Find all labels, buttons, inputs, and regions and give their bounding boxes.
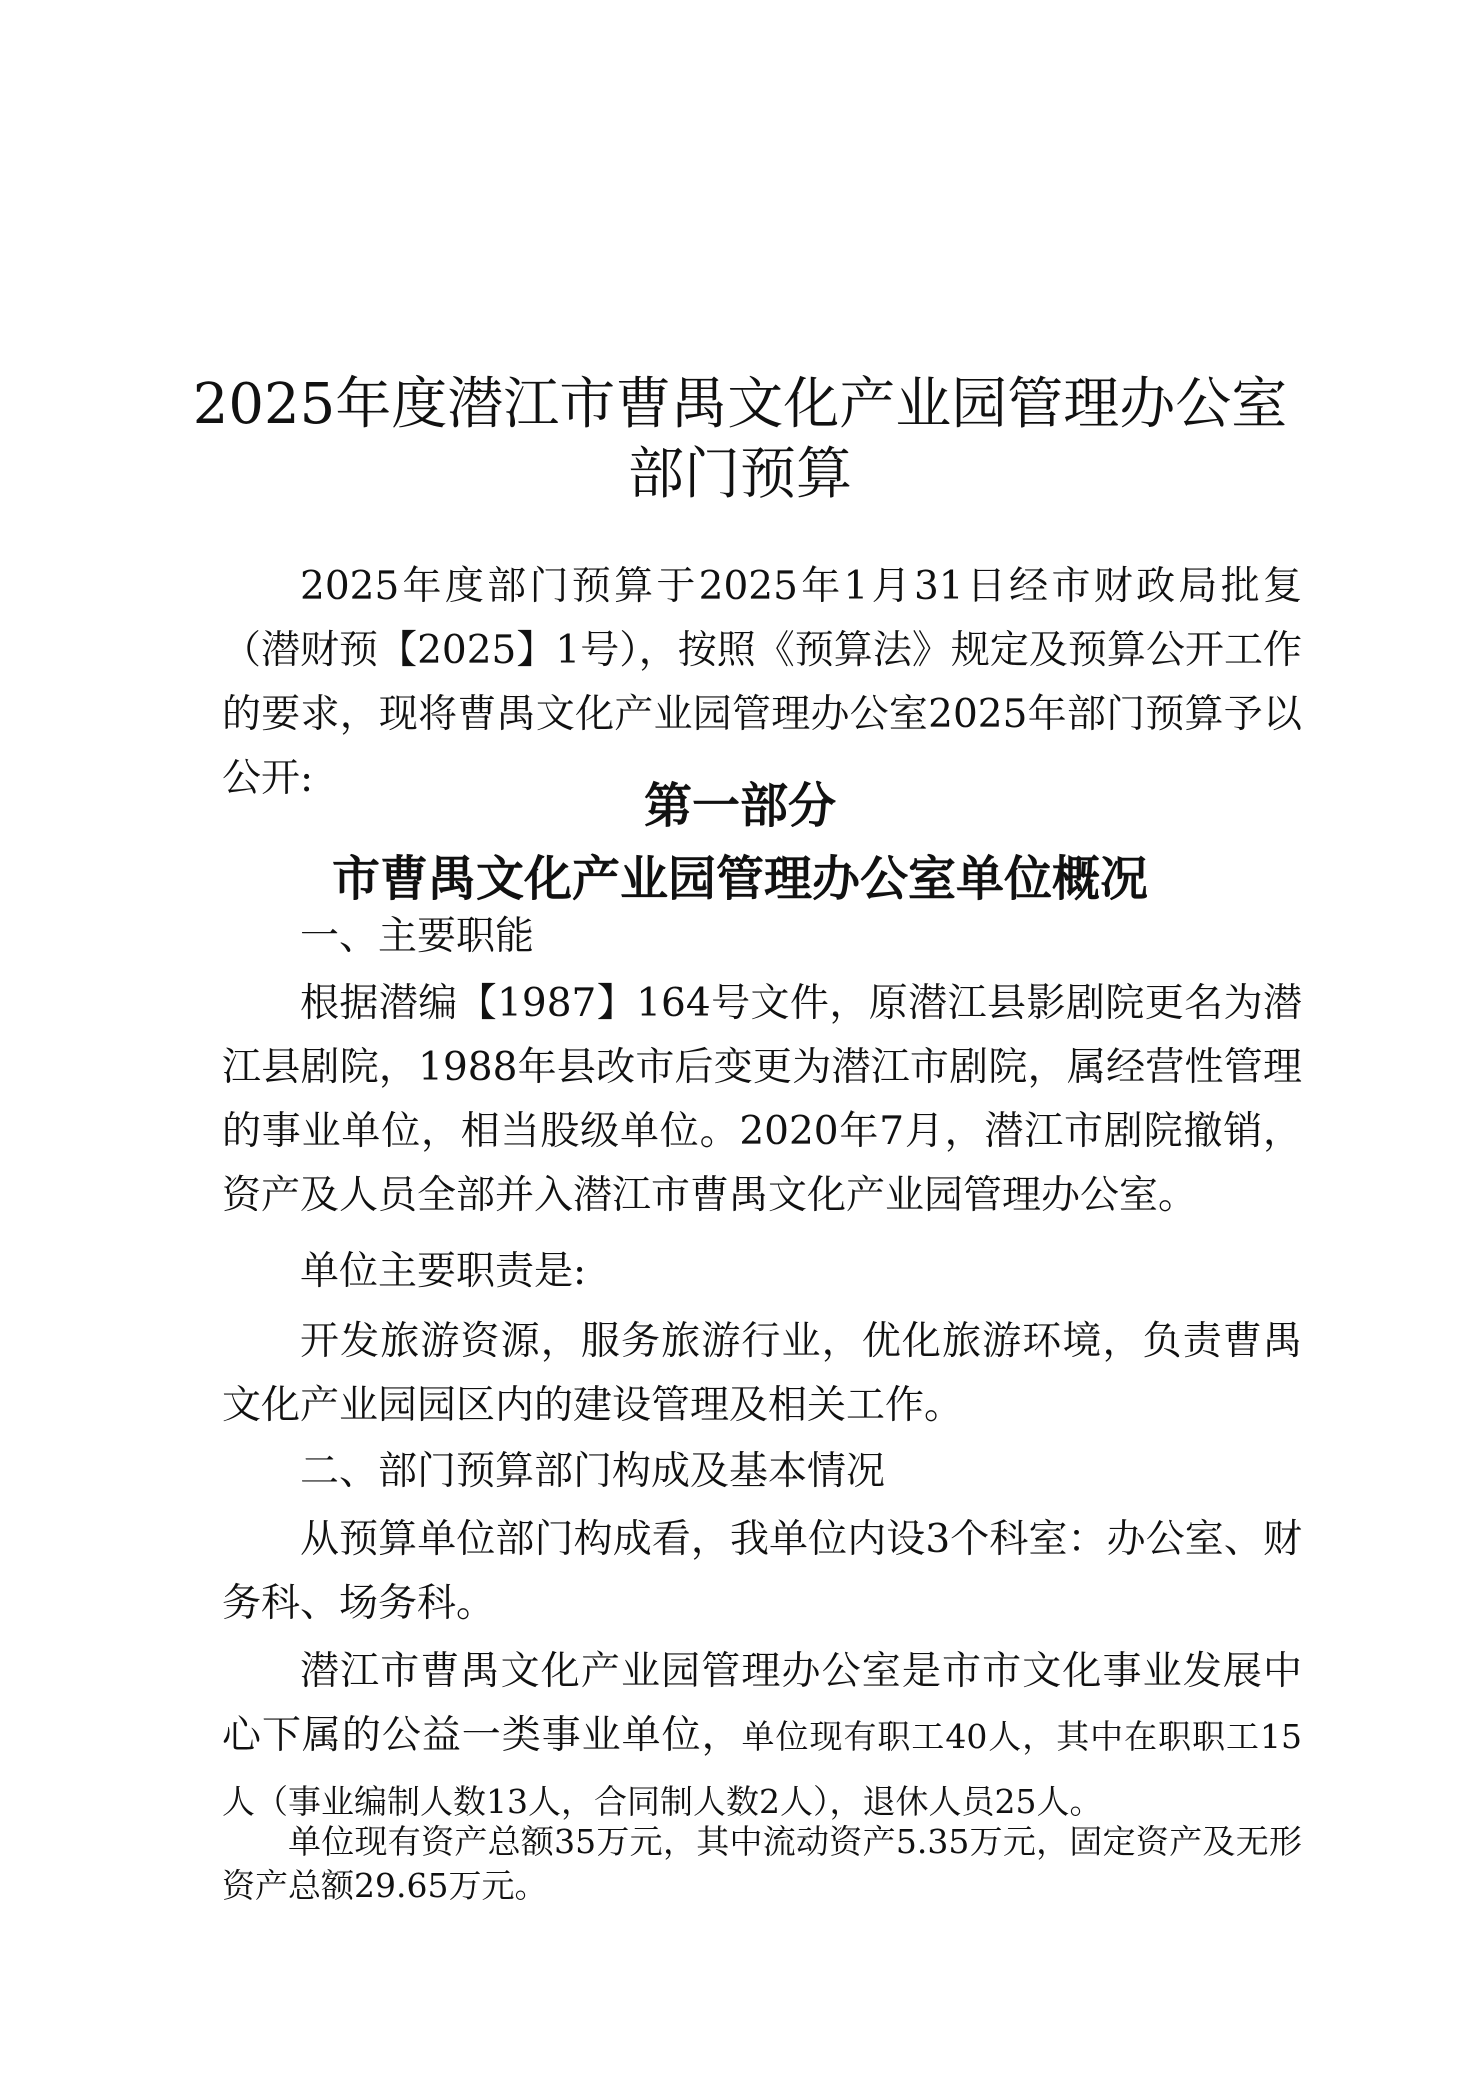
section-1-paragraph-1: 根据潜编【1987】164号文件，原潜江县影剧院更名为潜江县剧院，1988年县改市后变更为潜江市剧院，属经营性管理的事业单位，相当股级单位。2020年7月，潜江市剧院撤销，资产及人员全部并入潜江市曹禺文化产业园管理办公室。 (222, 981, 1302, 1218)
section-2-paragraph-2-part-b: 单位现有职工40人，其中在职职工15人（事业编制人数13人，合同制人数2人），退休人员25人。 (222, 1717, 1302, 1821)
section-2-paragraph-1: 从预算单位部门构成看，我单位内设3个科室：办公室、财务科、场务科。 (222, 1517, 1302, 1626)
section-1-paragraph-3: 开发旅游资源，服务旅游行业，优化旅游环境，负责曹禺文化产业园园区内的建设管理及相关工作。 (222, 1319, 1302, 1428)
section-2-paragraph-3: 单位现有资产总额35万元，其中流动资产5.35万元，固定资产及无形资产总额29.65万元。 (222, 1822, 1302, 1905)
part-label: 第一部分 (643, 778, 836, 834)
section-1-heading: 一、主要职能 (300, 914, 535, 959)
section-2-heading: 二、部门预算部门构成及基本情况 (300, 1449, 886, 1494)
section-1-paragraph-2: 单位主要职责是: (300, 1249, 587, 1294)
section-2-paragraph-2 (222, 1640, 1302, 1834)
section-2-paragraph-2-part-a: 潜江市曹禺文化产业园管理办公室是市市文化事业发展中心下属的公益一类事业单位， (222, 1649, 1302, 1758)
document-title-line-2: 部门预算 (628, 442, 852, 507)
part-title: 市曹禺文化产业园管理办公室单位概况 (331, 851, 1148, 907)
intro-paragraph: 2025年度部门预算于2025年1月31日经市财政局批复（潜财预【2025】1号），按照《预算法》规定及预算公开工作的要求，现将曹禺文化产业园管理办公室2025年部门预算予以公开: (222, 564, 1302, 801)
document-title-line-1: 2025年度潜江市曹禺文化产业园管理办公室 (192, 372, 1288, 437)
